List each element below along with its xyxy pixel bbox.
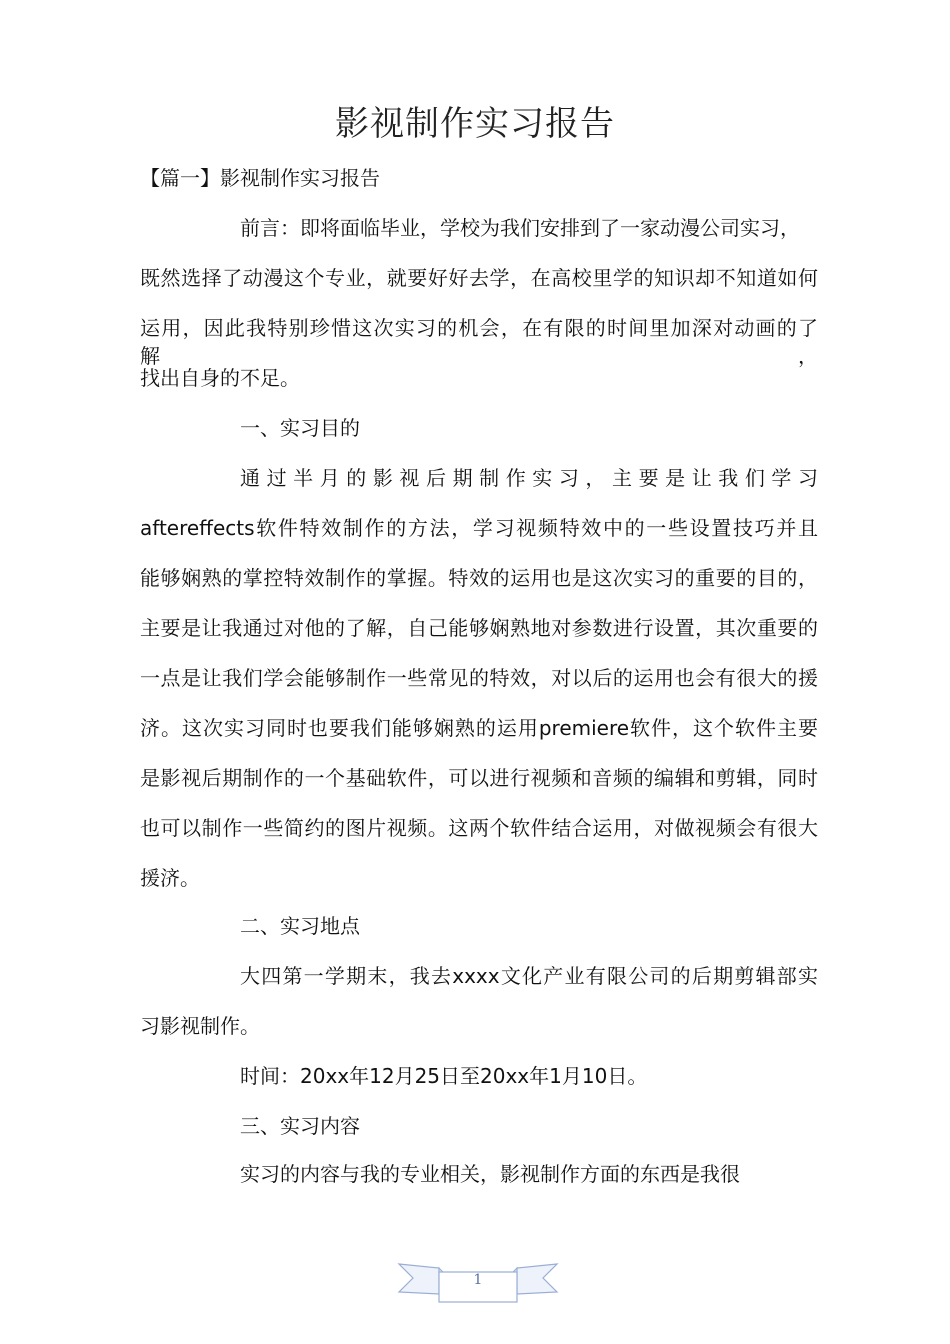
paragraph-line: 大四第一学期末，我去xxxx文化产业有限公司的后期剪辑部实 bbox=[240, 964, 818, 988]
paragraph-line: 既然选择了动漫这个专业，就要好好去学，在高校里学的知识却不知道如何 bbox=[140, 266, 818, 290]
paragraph-line: 找出自身的不足。 bbox=[140, 366, 300, 390]
page-number-ribbon bbox=[395, 1258, 561, 1308]
paragraph-line: aftereffects软件特效制作的方法，学习视频特效中的一些设置技巧并且 bbox=[140, 516, 818, 540]
paragraph-line: 一点是让我们学会能够制作一些常见的特效，对以后的运用也会有很大的援 bbox=[140, 666, 818, 690]
paragraph-line: 援济。 bbox=[140, 866, 200, 890]
paragraph-line: 是影视后期制作的一个基础软件，可以进行视频和音频的编辑和剪辑，同时 bbox=[140, 766, 818, 790]
page-number: 1 bbox=[473, 1272, 483, 1288]
subheading: 二、实习地点 bbox=[240, 914, 360, 938]
paragraph-line: 也可以制作一些简约的图片视频。这两个软件结合运用，对做视频会有很大 bbox=[140, 816, 818, 840]
paragraph-line: 前言：即将面临毕业，学校为我们安排到了一家动漫公司实习， bbox=[240, 216, 800, 240]
paragraph-line: 通过半月的影视后期制作实习，主要是让我们学习 bbox=[240, 466, 818, 490]
document-title: 影视制作实习报告 bbox=[335, 104, 615, 144]
paragraph-line: 实习的内容与我的专业相关，影视制作方面的东西是我很 bbox=[240, 1162, 740, 1186]
subheading: 一、实习目的 bbox=[240, 416, 360, 440]
paragraph-line: 运用，因此我特别珍惜这次实习的机会，在有限的时间里加深对动画的了解， bbox=[140, 316, 818, 368]
subheading: 三、实习内容 bbox=[240, 1114, 360, 1138]
paragraph-line: 济。这次实习同时也要我们能够娴熟的运用premiere软件，这个软件主要 bbox=[140, 716, 818, 740]
paragraph-line: 时间：20xx年12月25日至20xx年1月10日。 bbox=[240, 1064, 648, 1088]
paragraph-line: 习影视制作。 bbox=[140, 1014, 260, 1038]
section-heading: 【篇一】影视制作实习报告 bbox=[140, 166, 380, 190]
paragraph-line: 主要是让我通过对他的了解，自己能够娴熟地对参数进行设置，其次重要的 bbox=[140, 616, 818, 640]
paragraph-line: 能够娴熟的掌控特效制作的掌握。特效的运用也是这次实习的重要的目的， bbox=[140, 566, 818, 590]
